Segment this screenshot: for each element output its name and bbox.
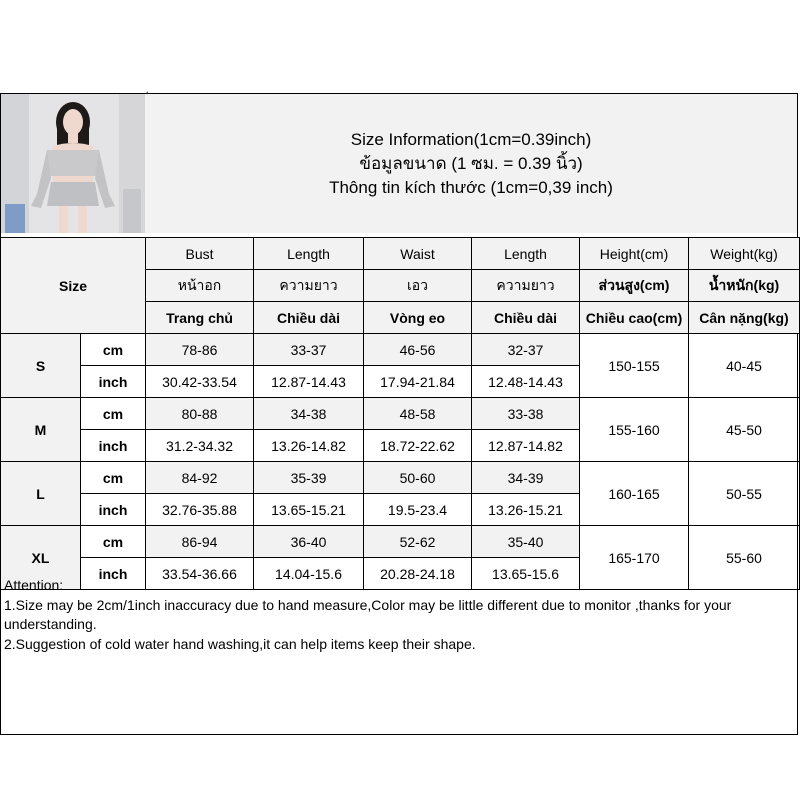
header-title-english: Size Information(1cm=0.39inch)	[350, 130, 592, 149]
table-cell: 14.04-15.6	[254, 558, 364, 590]
table-cell: 50-60	[364, 462, 472, 494]
weight-cell: 45-50	[689, 398, 800, 462]
table-cell: 20.28-24.18	[364, 558, 472, 590]
weight-cell: 50-55	[689, 462, 800, 526]
table-cell: 12.48-14.43	[472, 366, 580, 398]
table-cell: 78-86	[146, 334, 254, 366]
table-cell: 35-39	[254, 462, 364, 494]
column-header-waist: Waist	[364, 238, 472, 270]
model-photo-illustration	[1, 94, 145, 233]
table-cell: 33-38	[472, 398, 580, 430]
table-cell: 32.76-35.88	[146, 494, 254, 526]
height-cell: 155-160	[580, 398, 689, 462]
note-measure-accuracy-continued: understanding.	[4, 616, 97, 632]
weight-cell: 40-45	[689, 334, 800, 398]
table-cell: 12.87-14.82	[472, 430, 580, 462]
table-cell: 52-62	[364, 526, 472, 558]
table-cell: 35-40	[472, 526, 580, 558]
height-cell: 150-155	[580, 334, 689, 398]
note-measure-accuracy: 1.Size may be 2cm/1inch inaccuracy due to hand measure,Color may be little different due to monitor ,thanks for your	[4, 596, 732, 613]
size-label-s: S	[1, 334, 81, 398]
height-cell: 160-165	[580, 462, 689, 526]
table-cell: 12.87-14.43	[254, 366, 364, 398]
column-header-weight-thai: น้ำหนัก(kg)	[689, 270, 800, 302]
table-cell: 84-92	[146, 462, 254, 494]
note-washing: 2.Suggestion of cold water hand washing,it can help items keep their shape.	[4, 635, 476, 652]
size-table	[0, 237, 800, 590]
size-column-header: Size	[1, 238, 146, 334]
table-cell: 46-56	[364, 334, 472, 366]
size-label-m: M	[1, 398, 81, 462]
header-title-vietnamese: Thông tin kích thước (1cm=0,39 inch)	[329, 178, 613, 197]
column-header-bust: Bust	[146, 238, 254, 270]
table-cell: 33-37	[254, 334, 364, 366]
table-row	[1, 334, 800, 366]
size-label-l: L	[1, 462, 81, 526]
column-header-height: Height(cm)	[580, 238, 689, 270]
table-cell: 36-40	[254, 526, 364, 558]
product-photo	[1, 94, 145, 233]
column-header-skirt-length-vi: Chiều dài	[472, 302, 580, 334]
table-cell: 80-88	[146, 398, 254, 430]
column-header-weight-vi: Cân nặng(kg)	[689, 302, 800, 334]
column-header-height-thai: ส่วนสูง(cm)	[580, 270, 689, 302]
unit-cm: cm	[81, 526, 146, 558]
table-cell: 86-94	[146, 526, 254, 558]
unit-cm: cm	[81, 462, 146, 494]
table-cell: 13.26-15.21	[472, 494, 580, 526]
size-info-header	[145, 128, 797, 200]
unit-inch: inch	[81, 494, 146, 526]
column-header-bust-thai: หน้าอก	[146, 270, 254, 302]
unit-cm: cm	[81, 334, 146, 366]
column-header-waist-thai: เอว	[364, 270, 472, 302]
attention-title: Attention:	[4, 577, 64, 593]
attention-notes	[4, 576, 798, 654]
table-cell: 19.5-23.4	[364, 494, 472, 526]
table-row	[1, 462, 800, 494]
unit-inch: inch	[81, 366, 146, 398]
unit-cm: cm	[81, 398, 146, 430]
table-cell: 34-39	[472, 462, 580, 494]
height-cell: 165-170	[580, 526, 689, 590]
table-cell: 33.54-36.66	[146, 558, 254, 590]
table-cell: 13.65-15.6	[472, 558, 580, 590]
table-cell: 34-38	[254, 398, 364, 430]
table-cell: 13.26-14.82	[254, 430, 364, 462]
table-cell: 32-37	[472, 334, 580, 366]
column-header-length-thai: ความยาว	[254, 270, 364, 302]
column-header-skirt-length-thai: ความยาว	[472, 270, 580, 302]
column-header-height-vi: Chiều cao(cm)	[580, 302, 689, 334]
header-title-thai: ข้อมูลขนาด (1 ซม. = 0.39 นิ้ว)	[359, 154, 583, 173]
weight-cell: 55-60	[689, 526, 800, 590]
column-header-waist-vi: Vòng eo	[364, 302, 472, 334]
column-header-bust-vi: Trang chủ	[146, 302, 254, 334]
unit-inch: inch	[81, 558, 146, 590]
table-cell: 13.65-15.21	[254, 494, 364, 526]
size-label-xl: XL	[1, 526, 81, 590]
table-row	[1, 398, 800, 430]
header-row-english	[1, 238, 800, 270]
column-header-length-vi: Chiều dài	[254, 302, 364, 334]
table-cell: 18.72-22.62	[364, 430, 472, 462]
unit-inch: inch	[81, 430, 146, 462]
table-cell: 48-58	[364, 398, 472, 430]
table-row	[1, 526, 800, 558]
column-header-length: Length	[254, 238, 364, 270]
column-header-weight: Weight(kg)	[689, 238, 800, 270]
table-cell: 30.42-33.54	[146, 366, 254, 398]
column-header-skirt-length: Length	[472, 238, 580, 270]
table-cell: 17.94-21.84	[364, 366, 472, 398]
table-cell: 31.2-34.32	[146, 430, 254, 462]
